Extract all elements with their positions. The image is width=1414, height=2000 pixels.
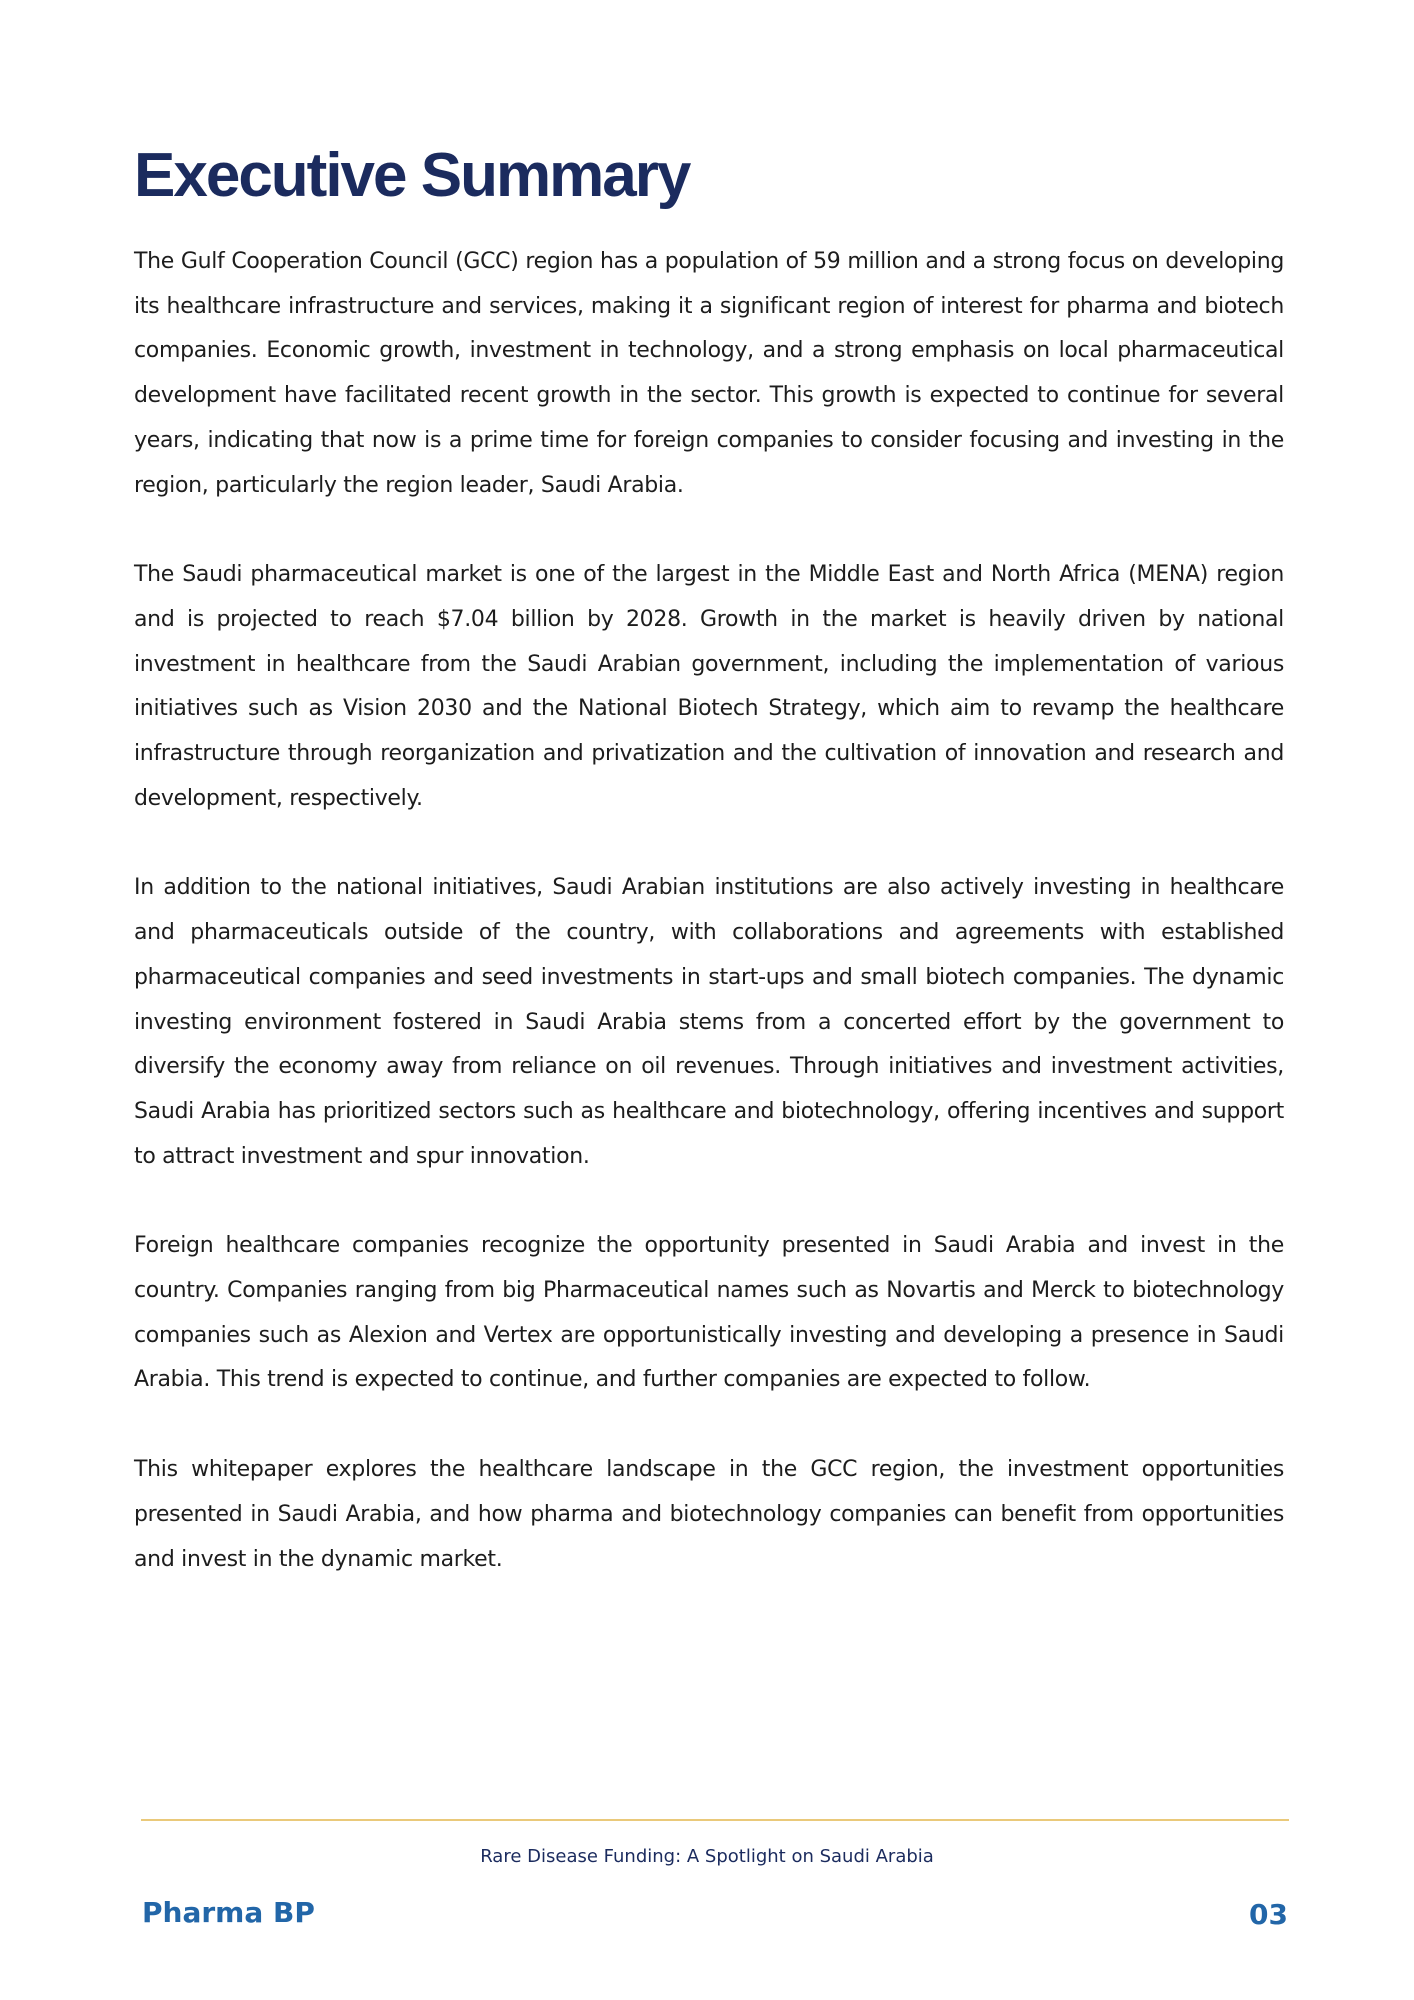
paragraph-2: The Saudi pharmaceutical market is one of the largest in the Middle East and North Africa (MENA) region and is projected to reach $7.04 billion by 2028. Growth in the market is heavily driven by national investment in healthcare from the Saudi Arabian government, including the implementation of various initiatives such as Vision 2030 and the National Biotech Strategy, which aim to revamp the healthcare infrastructure through reorganization and privatization and the cultivation of innovation and research and development, respectively. — [134, 562, 1284, 811]
brand-name: Pharma BP — [142, 1896, 315, 1929]
body-text — [134, 240, 1284, 1627]
paragraph-3: In addition to the national initiatives, Saudi Arabian institutions are also actively investing in healthcare and pharmaceuticals outside of the country, with collaborations and agreements with established pharmaceutical companies and seed investments in start-ups and small biotech companies. The dynamic investing environment fostered in Saudi Arabia stems from a concerted effort by the government to diversify the economy away from reliance on oil revenues. Through initiatives and investment activities, Saudi Arabia has prioritized sectors such as healthcare and biotechnology, offering incentives and support to attract investment and spur innovation. — [134, 875, 1284, 1169]
paragraph-1: The Gulf Cooperation Council (GCC) region has a population of 59 million and a strong focus on developing its healthcare infrastructure and services, making it a significant region of interest for pharma and biotech companies. Economic growth, investment in technology, and a strong emphasis on local pharmaceutical development have facilitated recent growth in the sector. This growth is expected to continue for several years, indicating that now is a prime time for foreign companies to consider focusing and investing in the region, particularly the region leader, Saudi Arabia. — [134, 249, 1284, 498]
paragraph-4: Foreign healthcare companies recognize the opportunity presented in Saudi Arabia and invest in the country. Companies ranging from big Pharmaceutical names such as Novartis and Merck to biotechnology companies such as Alexion and Vertex are opportunistically investing and developing a presence in Saudi Arabia. This trend is expected to continue, and further companies are expected to follow. — [134, 1233, 1284, 1393]
footer-divider — [141, 1819, 1289, 1821]
footer-caption: Rare Disease Funding: A Spotlight on Saudi Arabia — [480, 1846, 934, 1867]
paragraph-5: This whitepaper explores the healthcare landscape in the GCC region, the investment opportunities presented in Saudi Arabia, and how pharma and biotechnology companies can benefit from opportunities and invest in the dynamic market. — [134, 1457, 1284, 1572]
page-number: 03 — [1249, 1898, 1288, 1931]
page-title: Executive Summary — [134, 141, 690, 210]
